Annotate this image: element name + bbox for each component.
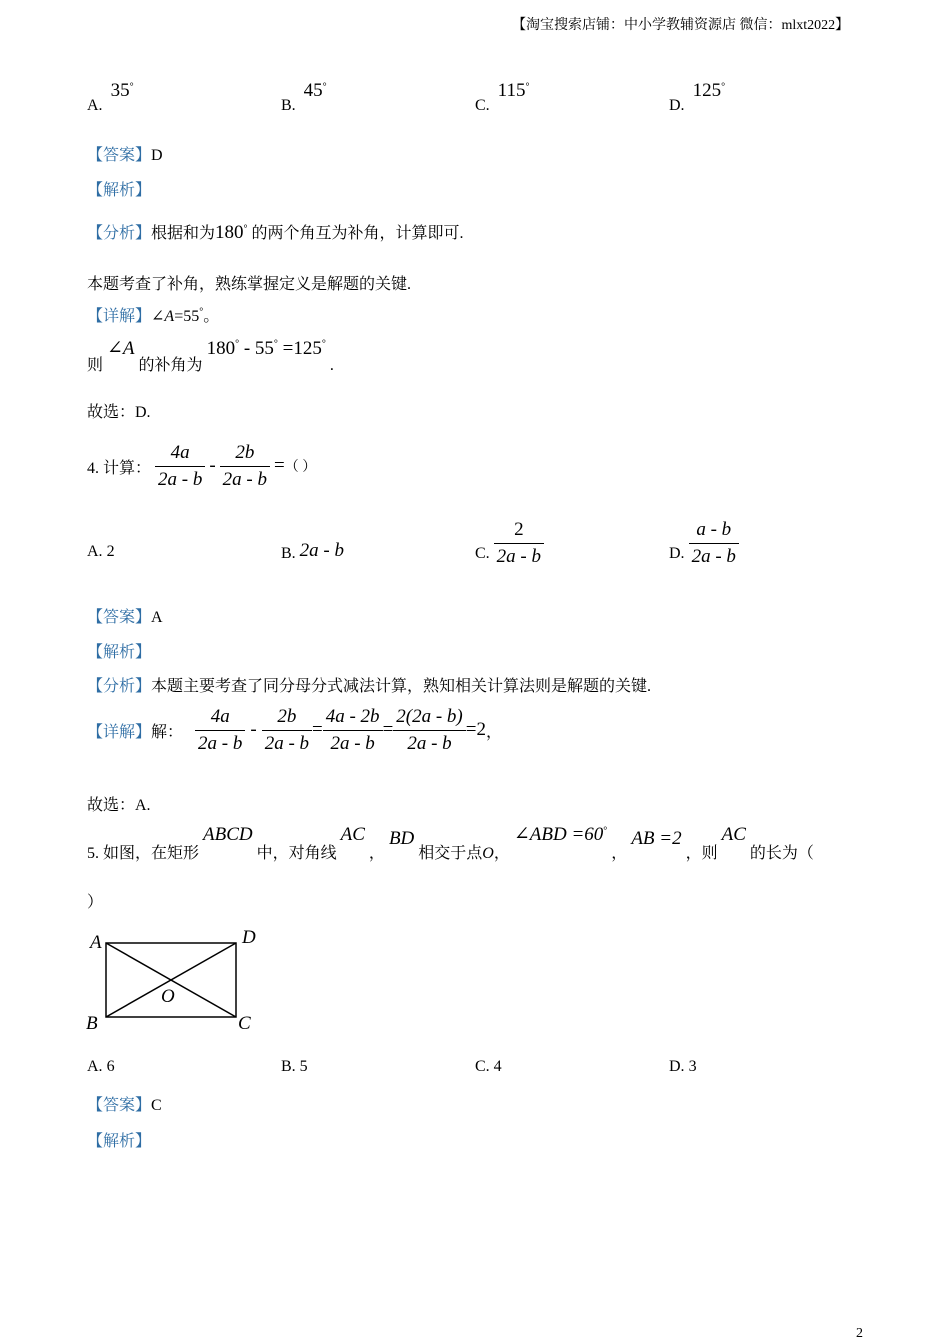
angle-a: ∠A xyxy=(151,308,175,325)
option-label: B. xyxy=(281,1058,296,1075)
stem-text: 5. 如图，在矩形 xyxy=(87,845,200,862)
fenxi-number: 180 xyxy=(215,222,244,243)
q3-answer xyxy=(87,142,163,165)
q5-stem-close: ） xyxy=(87,894,104,911)
q5-option-c xyxy=(475,1058,502,1076)
comma: ， xyxy=(493,845,510,862)
fraction-denominator: 2a - b xyxy=(407,732,452,754)
ze-mid: 的补角为 xyxy=(138,357,203,374)
fraction-denominator: 2a - b xyxy=(158,468,203,490)
angle-abd: ∠ABD =60 xyxy=(513,824,604,845)
center-label-o: O xyxy=(161,986,175,1007)
answer-tag: 【答案】 xyxy=(87,1097,152,1114)
minus-sign: - xyxy=(250,719,257,740)
equals-sign: = xyxy=(274,455,285,476)
fraction-denominator: 2a - b xyxy=(222,468,267,490)
diagonal-ac-2: AC xyxy=(721,824,746,845)
equals-sign: = xyxy=(382,719,394,740)
fraction-numerator: 2(2a - b) xyxy=(393,706,465,731)
option-value: 4 xyxy=(493,1058,502,1075)
q4-stem-pre: 4. 计算： xyxy=(87,459,152,477)
fraction-numerator: 2 xyxy=(494,519,544,544)
rectangle-figure xyxy=(84,924,270,1036)
fraction-denominator: 2a - b xyxy=(198,732,243,754)
comma: ， xyxy=(611,845,628,862)
point-o: O xyxy=(482,845,494,862)
comma: ， xyxy=(485,723,502,741)
page-number: 2 xyxy=(856,1326,863,1341)
solution-fraction-4 xyxy=(393,706,465,755)
ze-angle: ∠A xyxy=(107,338,135,359)
ze-char: 则 xyxy=(87,357,104,374)
option-label: A. xyxy=(87,97,103,114)
q4-option-a xyxy=(87,543,115,561)
q3-option-a xyxy=(87,80,134,114)
degree-sign: ° xyxy=(721,81,726,93)
equals-sign: = xyxy=(312,719,323,740)
degree-sign: ° xyxy=(129,81,134,93)
solution-fraction-2 xyxy=(262,706,312,755)
answer-paren: （ ） xyxy=(284,460,317,475)
fraction-denominator: 2a - b xyxy=(496,546,541,567)
option-label: C. xyxy=(475,1058,490,1075)
q3-ze-line xyxy=(87,336,334,372)
period: 。 xyxy=(203,308,220,325)
q4-option-b xyxy=(281,540,344,562)
ze-end: . xyxy=(329,357,334,374)
q3-guxuan: 故选：D. xyxy=(87,404,151,421)
length-ab: AB =2 xyxy=(631,828,682,849)
option-fraction xyxy=(494,519,544,568)
q4-stem xyxy=(87,440,316,492)
option-label: A. xyxy=(87,1058,103,1075)
option-label: B. xyxy=(281,97,296,114)
fraction-numerator: 4a xyxy=(155,442,205,467)
solution-fraction-1 xyxy=(195,706,245,755)
q5-answer xyxy=(87,1092,162,1115)
q5-jiexi-tag: 【解析】 xyxy=(87,1133,152,1150)
angle-eq: =55 xyxy=(174,308,200,325)
q3-fenxi xyxy=(87,220,464,244)
option-label: A. xyxy=(87,543,103,560)
fraction-numerator: 4a xyxy=(195,706,245,731)
page-header: 【淘宝搜索店铺：中小学教辅资源店 微信：mlxt2022】 xyxy=(512,18,850,33)
fenxi-tag: 【分析】 xyxy=(87,678,152,695)
option-value: 35 xyxy=(110,80,130,101)
fraction-numerator: 4a - 2b xyxy=(323,706,383,731)
q4-guxuan: 故选：A. xyxy=(87,797,151,814)
fenxi-post: 的两个角互为补角，计算即可. xyxy=(251,225,464,242)
degree-sign: ° xyxy=(322,81,327,93)
q4-option-d xyxy=(669,514,739,568)
diagonal-bd: BD xyxy=(388,828,415,849)
xiangjie-tag: 【详解】 xyxy=(87,308,152,325)
option-label: D. xyxy=(669,1058,685,1075)
q4-fraction-2 xyxy=(220,442,270,491)
answer-value: D xyxy=(151,147,163,164)
q4-option-c xyxy=(475,514,544,568)
fenxi-pre: 根据和为 xyxy=(151,225,216,242)
q5-option-d xyxy=(669,1058,697,1076)
stem-text: 相交于点 xyxy=(418,845,483,862)
answer-tag: 【答案】 xyxy=(87,609,152,626)
q3-option-b xyxy=(281,80,327,114)
degree-sign: ° xyxy=(199,306,204,318)
fenxi-tag: 【分析】 xyxy=(87,225,152,242)
option-label: C. xyxy=(475,97,490,114)
diagonal-ac: AC xyxy=(340,824,365,845)
ze-expr: 180° - 55° =125° xyxy=(206,338,326,359)
q5-stem xyxy=(87,822,814,862)
option-label: B. xyxy=(281,545,296,562)
fraction-numerator: a - b xyxy=(689,519,739,544)
q4-fenxi xyxy=(87,673,651,696)
stem-text: ，则 xyxy=(685,845,718,862)
solution-fraction-3 xyxy=(323,706,383,755)
q3-note: 本题考查了补角，熟练掌握定义是解题的关键. xyxy=(87,276,412,293)
q3-option-d xyxy=(669,80,726,114)
answer-tag: 【答案】 xyxy=(87,147,152,164)
q4-jiexi-tag: 【解析】 xyxy=(87,644,152,661)
q5-option-a xyxy=(87,1058,115,1076)
stem-text: 的长为（ xyxy=(749,845,814,862)
stem-text: 中，对角线 xyxy=(256,845,337,862)
fenxi-text: 本题主要考查了同分母分式减法计算，熟知相关计算法则是解题的关键. xyxy=(151,678,652,695)
fraction-denominator: 2a - b xyxy=(691,546,736,567)
q4-answer xyxy=(87,604,163,627)
q3-jiexi-tag: 【解析】 xyxy=(87,182,152,199)
degree-sign: ° xyxy=(525,81,530,93)
option-value: 125 xyxy=(692,80,722,101)
option-value: 3 xyxy=(688,1058,697,1075)
fraction-denominator: 2a - b xyxy=(264,732,310,754)
vertex-label-b: B xyxy=(86,1013,98,1034)
q4-fraction-1 xyxy=(155,442,205,491)
xiangjie-jie: 解： xyxy=(151,723,184,741)
result: =2 xyxy=(465,719,486,740)
vertex-label-c: C xyxy=(238,1013,251,1034)
fraction-numerator: 2b xyxy=(262,706,312,731)
minus-sign: - xyxy=(209,455,216,476)
option-value: 115 xyxy=(497,80,526,101)
option-value: 2 xyxy=(106,543,115,560)
option-label: D. xyxy=(669,545,685,562)
rect-name: ABCD xyxy=(203,824,253,845)
option-value: 6 xyxy=(106,1058,115,1075)
fraction-denominator: 2a - b xyxy=(330,732,375,754)
vertex-label-a: A xyxy=(90,932,102,953)
q3-xiangjie xyxy=(87,303,219,326)
comma: ， xyxy=(368,845,385,862)
fraction-numerator: 2b xyxy=(220,442,270,467)
option-fraction xyxy=(689,519,739,568)
xiangjie-tag: 【详解】 xyxy=(87,723,152,741)
option-value: 2a - b xyxy=(299,540,344,561)
degree-sign: ° xyxy=(603,825,608,837)
option-value: 5 xyxy=(299,1058,308,1075)
option-label: C. xyxy=(475,545,490,562)
vertex-label-d: D xyxy=(242,927,256,948)
option-value: 45 xyxy=(303,80,323,101)
option-label: D. xyxy=(669,97,685,114)
q3-option-c xyxy=(475,80,530,114)
q4-xiangjie xyxy=(87,704,502,756)
answer-value: C xyxy=(151,1097,162,1114)
answer-value: A xyxy=(151,609,163,626)
degree-sign: ° xyxy=(243,223,248,235)
q5-option-b xyxy=(281,1058,308,1076)
